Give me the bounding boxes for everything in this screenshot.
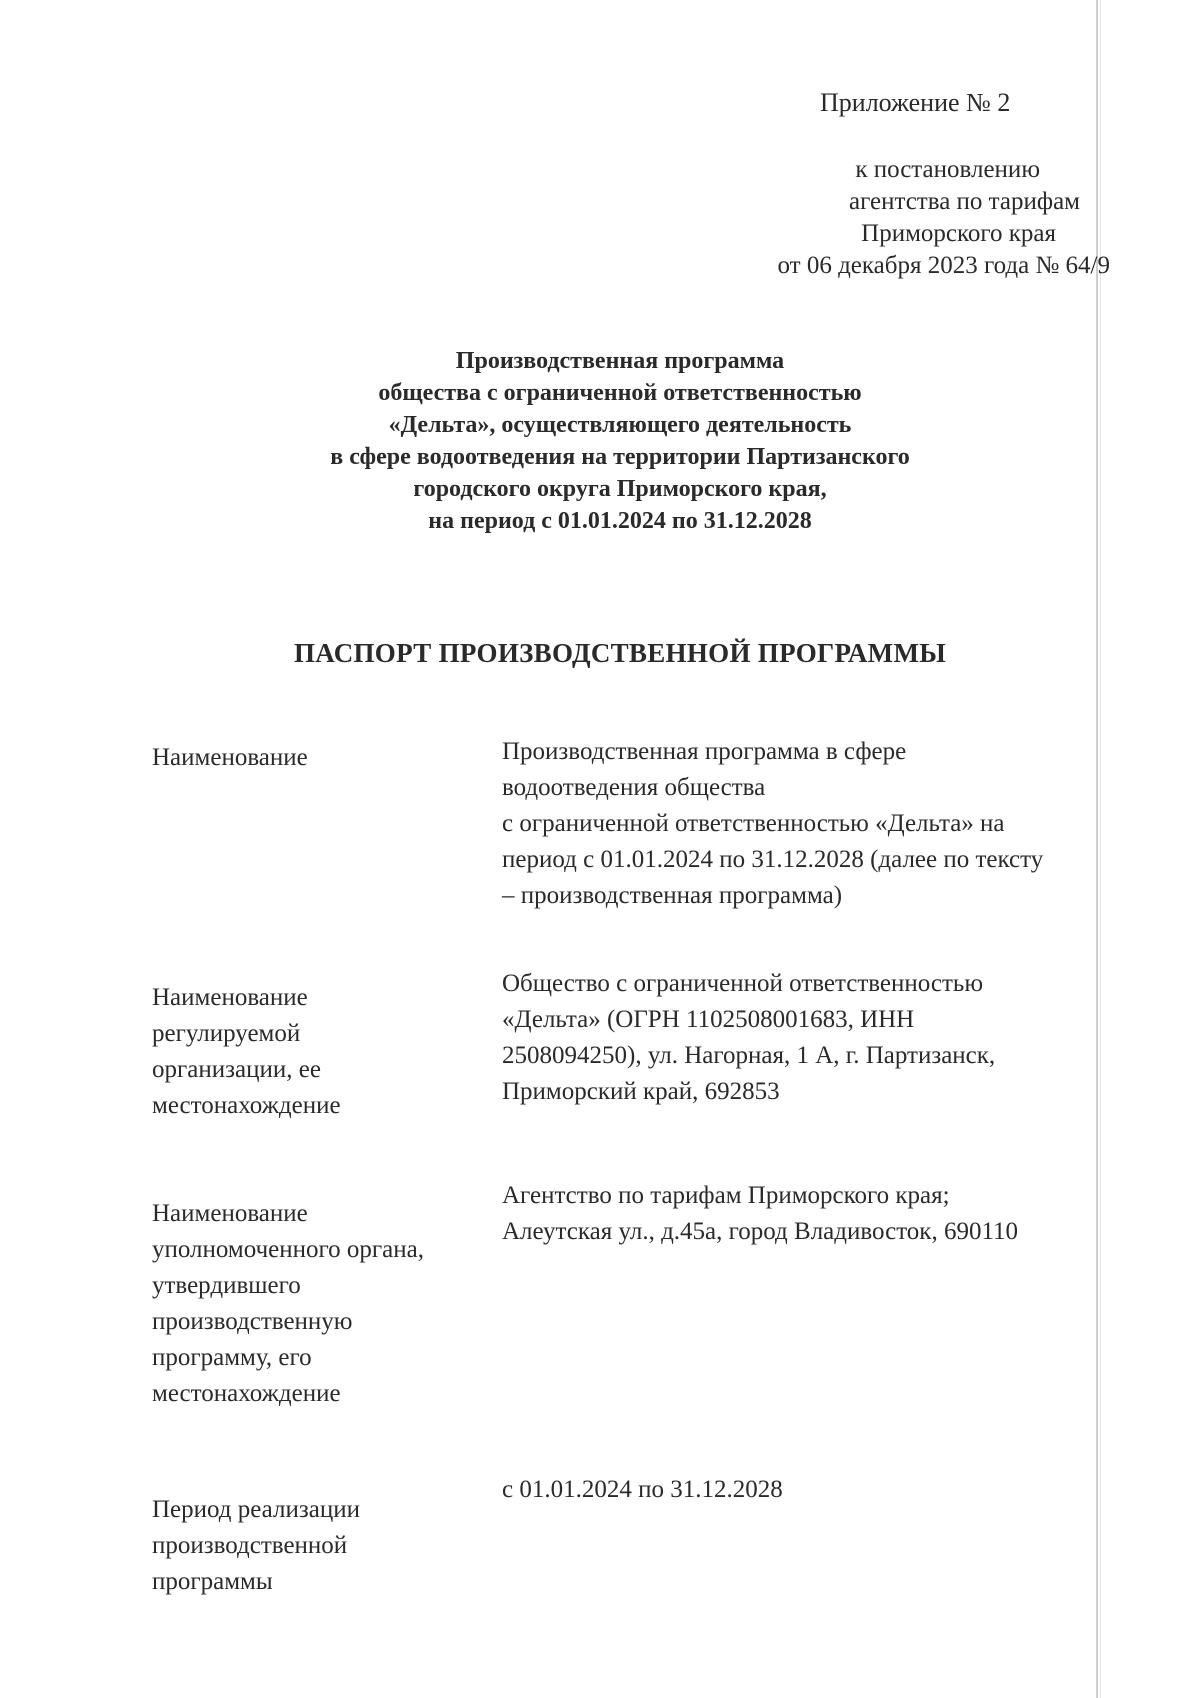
row-2-label-line: местонахождение: [152, 1092, 341, 1119]
row-label-period: [152, 1492, 472, 1600]
row-1-label-line: Наименование: [152, 744, 308, 771]
appendix-reference: [720, 154, 1140, 282]
row-3-label-line: производственную: [152, 1308, 353, 1335]
row-1-value-line: водоотведения общества: [502, 774, 766, 801]
row-3-value-line: Агентство по тарифам Приморского края;: [502, 1182, 950, 1209]
row-1-value-line: Производственная программа в сфере: [502, 738, 907, 765]
row-2-label-line: регулируемой: [152, 1020, 301, 1047]
row-value-authority: [502, 1178, 1102, 1250]
row-3-label-line: Наименование: [152, 1200, 308, 1227]
row-1-value-line: – производственная программа): [502, 882, 843, 909]
row-3-label-line: местонахождение: [152, 1380, 341, 1407]
title-line-3: «Дельта», осуществляющего деятельность: [388, 412, 852, 438]
row-2-label-line: Наименование: [152, 984, 308, 1011]
row-2-value-line: 2508094250), ул. Нагорная, 1 А, г. Партизанск,: [502, 1042, 996, 1069]
row-1-value-line: период с 01.01.2024 по 31.12.2028 (далее по тексту: [502, 846, 1044, 873]
row-4-label-line: программы: [152, 1568, 273, 1595]
row-label-name: [152, 740, 472, 776]
appendix-line-3: Приморского края: [861, 220, 1056, 247]
row-2-value-line: Приморский край, 692853: [502, 1078, 780, 1105]
row-3-label-line: уполномоченного органа,: [152, 1236, 424, 1263]
title-line-4: в сфере водоотведения на территории Партизанского: [330, 444, 910, 470]
row-2-value-line: «Дельта» (ОГРН 1102508001683, ИНН: [502, 1006, 915, 1033]
title-line-1: Производственная программа: [455, 348, 785, 374]
row-3-value-line: Алеутская ул., д.45а, город Владивосток, 690110: [502, 1218, 1019, 1245]
row-label-authority: [152, 1196, 472, 1412]
appendix-number: Приложение № 2: [820, 88, 1011, 117]
row-label-organization: [152, 980, 472, 1124]
row-4-label-line: Период реализации: [152, 1496, 360, 1523]
row-4-value-line: с 01.01.2024 по 31.12.2028: [502, 1476, 783, 1503]
row-value-name: [502, 734, 1102, 914]
row-4-label-line: производственной: [152, 1532, 348, 1559]
row-value-organization: [502, 966, 1102, 1110]
row-2-value-line: Общество с ограниченной ответственностью: [502, 970, 983, 997]
row-value-period: [502, 1472, 1102, 1508]
document-title: [200, 345, 1040, 537]
appendix-line-4: от 06 декабря 2023 года № 64/9: [777, 252, 1110, 279]
appendix-line-1: к постановлению: [855, 156, 1040, 183]
appendix-line-2: агентства по тарифам: [848, 188, 1080, 215]
row-3-label-line: утвердившего: [152, 1272, 301, 1299]
title-line-5: городского округа Приморского края,: [413, 476, 827, 502]
row-1-value-line: с ограниченной ответственностью «Дельта» на: [502, 810, 1005, 837]
passport-heading: ПАСПОРТ ПРОИЗВОДСТВЕННОЙ ПРОГРАММЫ: [293, 638, 947, 668]
row-2-label-line: организации, ее: [152, 1056, 321, 1083]
title-line-2: общества с ограниченной ответственностью: [378, 380, 862, 406]
title-line-6: на период с 01.01.2024 по 31.12.2028: [428, 508, 812, 534]
row-3-label-line: программу, его: [152, 1344, 312, 1371]
